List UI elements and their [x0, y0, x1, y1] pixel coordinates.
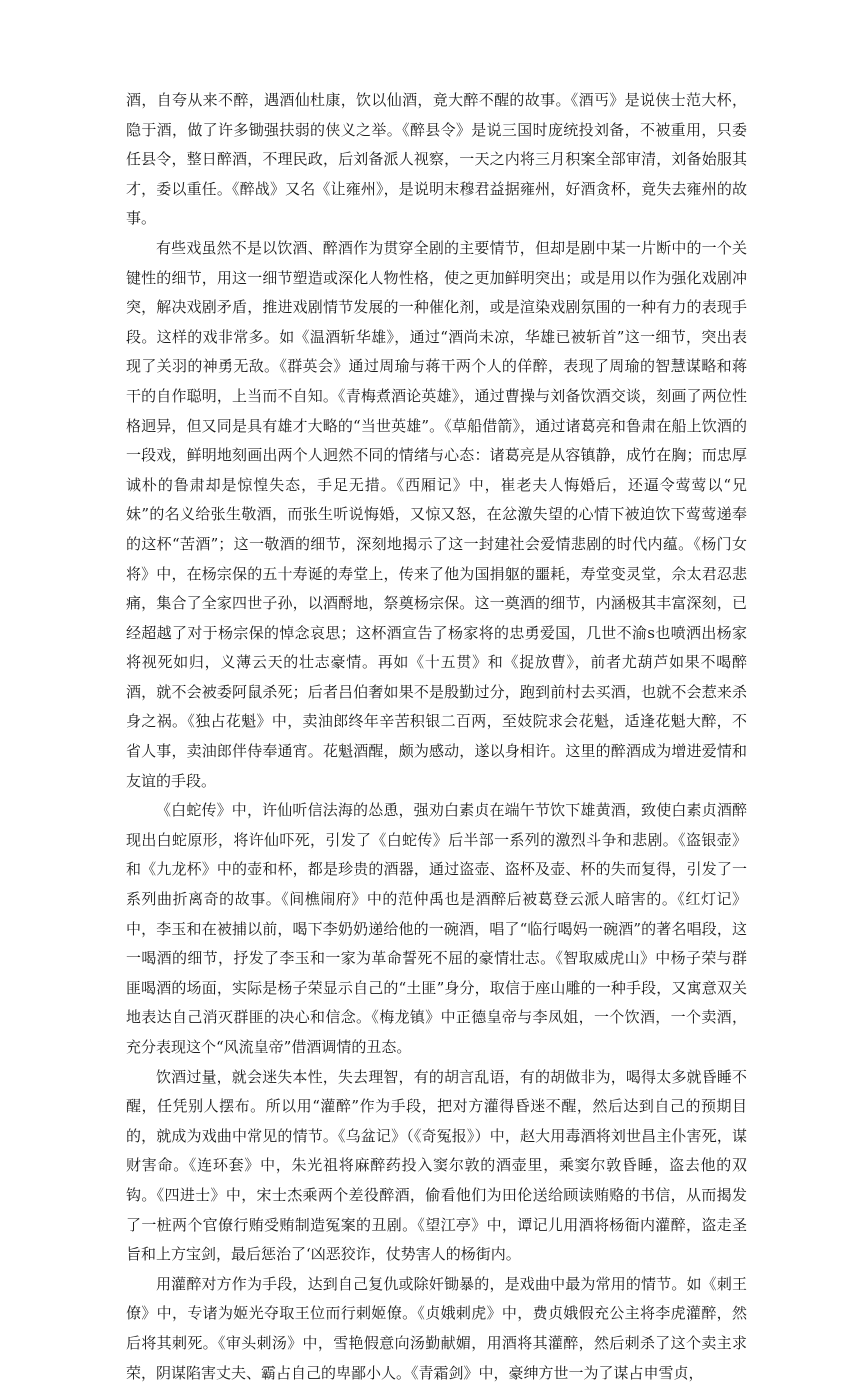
document-body — [126, 86, 747, 1388]
paragraph-5: 用灌醉对方作为手段，达到自己复仇或除奸锄暴的，是戏曲中最为常用的情节。如《刺王僚》中，专诸为姬光夺取王位而行刺姬僚。《贞娥刺虎》中，费贞娥假充公主将李虎灌醉，然后将其刺死。《审头刺汤》中，雪艳假意向汤勤献媚，用酒将其灌醉，然后刺杀了这个卖主求荣，阴谋陷害丈夫、霸占自己的卑鄙小人。《青霜剑》中，豪绅方世一为了谋占申雪贞， — [126, 1274, 747, 1382]
paragraph-1: 酒，自夸从来不醉，遇酒仙杜康，饮以仙酒，竟大醉不醒的故事。《酒丐》是说侠士范大杯，隐于酒，做了许多锄强扶弱的侠义之举。《醉县令》是说三国时庞统投刘备，不被重用，只委任县令，整日醉酒，不理民政，后刘备派人视察，一天之内将三月积案全部审清，刘备始服其才，委以重任。《醉战》又名《让雍州》，是说明末穆君益据雍州，好酒贪杯，竟失去雍州的故事。 — [126, 91, 747, 228]
paragraph-4: 饮酒过量，就会迷失本性，失去理智，有的胡言乱语，有的胡做非为，喝得太多就昏睡不醒，任凭别人摆布。所以用“灌醉”作为手段，把对方灌得昏迷不醒，然后达到自己的预期目的，就成为戏曲中常见的情节。《乌盆记》（《奇冤报》）中，赵大用毒酒将刘世昌主仆害死，谋财害命。《连环套》中，朱光祖将麻醉药投入窦尔敦的酒壶里，乘窦尔敦昏睡，盗去他的双钩。《四进士》中，宋士杰乘两个差役醉酒，偷看他们为田伦送给顾读贿赂的书信，从而揭发了一桩两个官僚行贿受贿制造冤案的丑剧。《望江亭》中，谭记儿用酒将杨衙内灌醉，盗走圣旨和上方宝剑，最后惩治了‘凶恶狡诈，仗势害人的杨街内。 — [126, 1067, 747, 1264]
paragraph-2: 有些戏虽然不是以饮酒、醉酒作为贯穿全剧的主要情节，但却是剧中某一片断中的一个关键性的细节，用这一细节塑造或深化人物性格，使之更加鲜明突出；或是用以作为强化戏剧冲突，解决戏剧矛盾，推进戏剧情节发展的一种催化剂，或是渲染戏剧氛围的一种有力的表现手段。这样的戏非常多。如《温酒斩华雄》，通过“酒尚未凉，华雄已被斩首”这一细节，突出表现了关羽的神勇无敌。《群英会》通过周瑜与蒋干两个人的佯醉，表现了周瑜的智慧谋略和蒋干的自作聪明，上当而不自知。《青梅煮酒论英雄》，通过曹操与刘备饮酒交谈，刻画了两位性格迥异，但又同是具有雄才大略的“当世英雄”。《草船借箭》，通过诸葛亮和鲁肃在船上饮酒的一段戏，鲜明地刻画出两个人迥然不同的情绪与心态：诸葛亮是从容镇静，成竹在胸；而忠厚诚朴的鲁肃却是惊惶失态，手足无措。《西厢记》中，崔老夫人悔婚后，还逼令莺莺以“兄妹”的名义给张生敬酒，而张生听说悔婚，又惊又怒，在忿激失望的心情下被迫饮下莺莺递奉的这杯“苦酒”；这一敬酒的细节，深刻地揭示了这一封建社会爱情悲剧的时代内蕴。《杨门女将》中，在杨宗保的五十寿诞的寿堂上，传来了他为国捐躯的噩耗，寿堂变灵堂，佘太君忍悲痛，集合了全家四世子孙，以酒酹地，祭奠杨宗保。这一奠酒的细节，内涵极其丰富深刻，已经超越了对于杨宗保的悼念哀思；这杯酒宣告了杨家将的忠勇爱国，几世不渝s也喷洒出杨家将视死如归，义薄云天的壮志豪情。再如《十五贯》和《捉放曹》，前者尤葫芦如果不喝醉酒，就不会被委阿鼠杀死；后者吕伯奢如果不是殷勤过分，跑到前村去买酒，也就不会惹来杀身之祸。《独占花魁》中，卖油郎终年辛苦积银二百两，至妓院求会花魁，适逢花魁大醉，不省人事，卖油郎伴侍奉通宵。花魁酒醒，颇为感动，遂以身相许。这里的醉酒成为增进爱情和友谊的手段。 — [126, 238, 747, 790]
paragraph-3: 《白蛇传》中，许仙听信法海的怂恿，强劝白素贞在端午节饮下雄黄酒，致使白素贞酒醉现出白蛇原形，将许仙吓死，引发了《白蛇传》后半部一系列的激烈斗争和悲剧。《盗银壶》和《九龙杯》中的壶和杯，都是珍贵的酒器，通过盗壶、盗杯及壶、杯的失而复得，引发了一系列曲折离奇的故事。《间樵闹府》中的范仲禹也是酒醉后被葛登云派人暗害的。《红灯记》中，李玉和在被捕以前，喝下李奶奶递给他的一碗酒，唱了“临行喝妈一碗酒”的著名唱段，这一喝酒的细节，抒发了李玉和一家为革命誓死不屈的豪情壮志。《智取威虎山》中杨子荣与群匪喝酒的场面，实际是杨子荣显示自己的“土匪”身分，取信于座山雕的一种手段，又寓意双关地表达自己消灭群匪的决心和信念。《梅龙镇》中正德皇帝与李凤姐，一个饮酒，一个卖酒，充分表现这个“风流皇帝”借酒调情的丑态。 — [126, 801, 747, 1056]
